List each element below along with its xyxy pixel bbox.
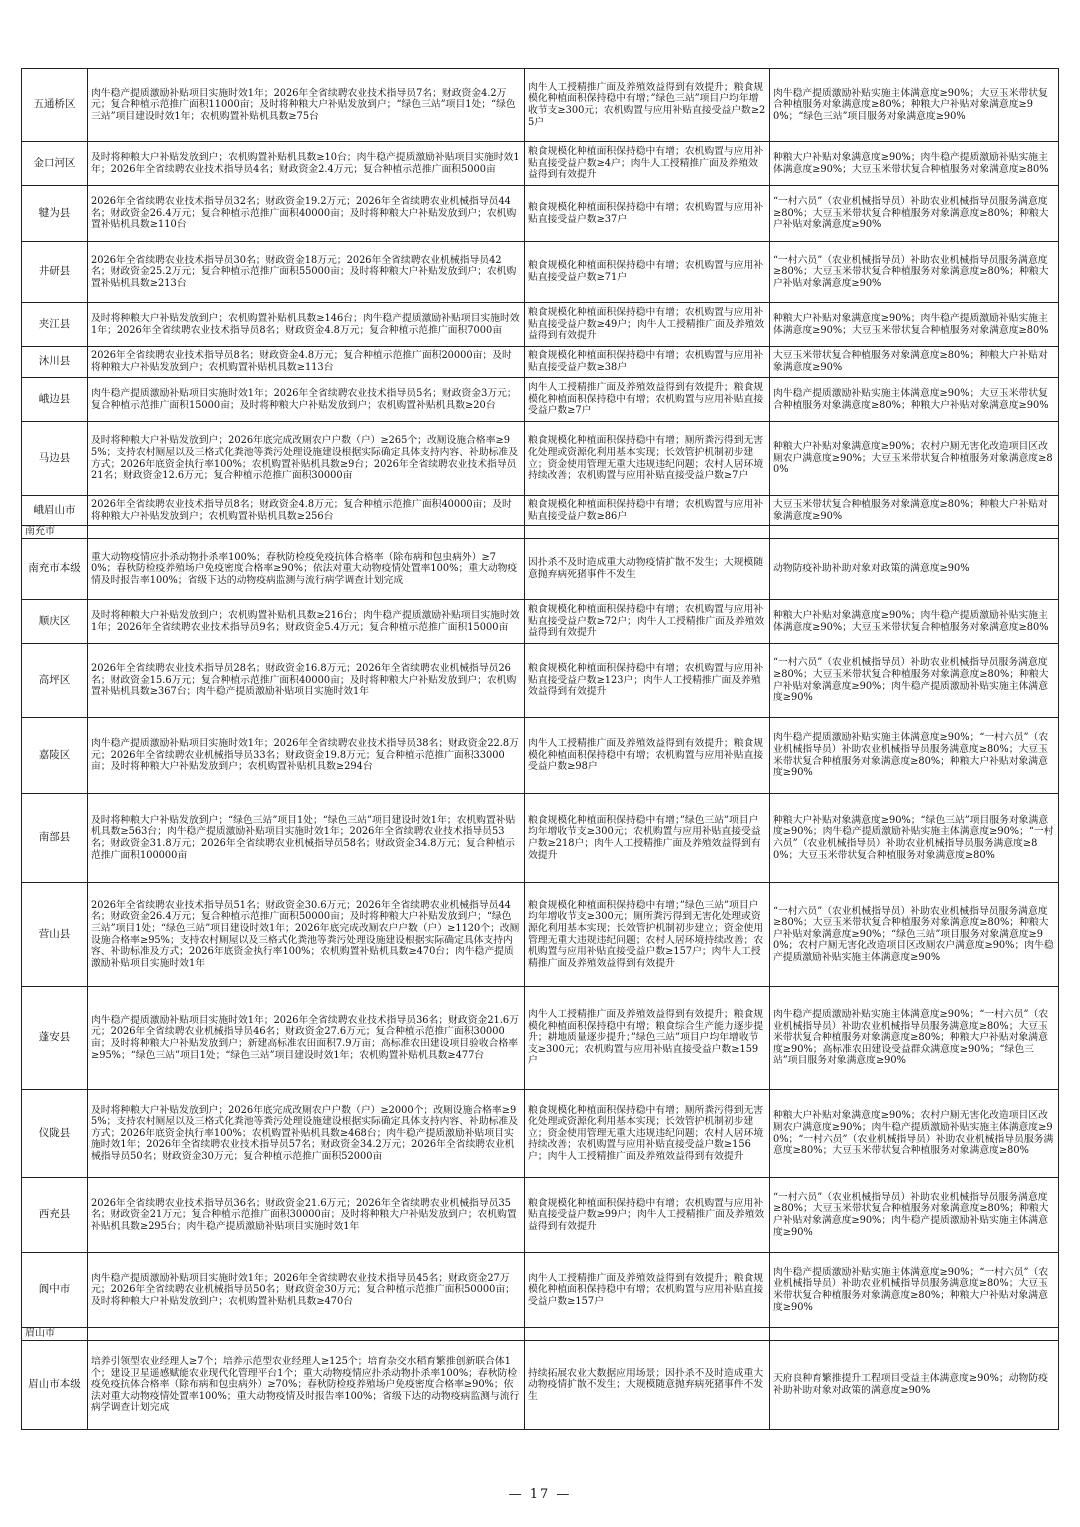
effect-indicator-cell: 粮食规模化种植面积保持稳中有增；农机购置与应用补贴直接受益户数≥123户；肉牛人工授精推广面及养殖效益得到有效提升 [525,644,770,718]
effect-indicator-cell: 粮食规模化种植面积保持稳中有增；农机购置与应用补贴直接受益户数≥38户 [525,347,770,378]
output-indicator-cell: 及时将种粮大户补贴发放到户；“绿色三站”项目1处；“绿色三站”项目建设时效1年；农机购置补贴机具数≥563台；肉牛稳产提质激励补贴项目实施时效1年；2026年全省续聘农业技术指导员53名；财政资金31.8万元；2026年全省续聘农业机械指导员58名；财政资金34.8万元；复合种植示范推广面积100000亩 [88,794,525,883]
satisfaction-indicator-cell: 肉牛稳产提质激励补贴实施主体满意度≥90%；大豆玉米带状复合种植服务对象满意度≥80%；种粮大户补贴对象满意度≥90% [770,378,1059,422]
section-empty-cell [88,1328,525,1341]
output-indicator-cell: 肉牛稳产提质激励补贴项目实施时效1年；2026年全省续聘农业技术指导员45名；财政资金27万元；2026年全省续聘农业机械指导员50名；财政资金30万元；复合种植示范推广面积50000亩；及时将种粮大户补贴发放到户；农机购置补贴机具数≥470台 [88,1253,525,1328]
effect-indicator-cell: 肉牛人工授精推广面及养殖效益得到有效提升；粮食规模化种植面积保持稳中有增；农机购置与应用补贴直接受益户数≥98户 [525,718,770,794]
output-indicator-cell: 2026年全省续聘农业技术指导员28名；财政资金16.8万元；2026年全省续聘农业机械指导员26名；财政资金15.6万元；复合种植示范推广面积40000亩；及时将种粮大户补贴发放到户；农机购置补贴机具数≥367台；肉牛稳产提质激励补贴项目实施时效1年 [88,644,525,718]
table-row [22,1178,1059,1253]
output-indicator-cell: 肉牛稳产提质激励补贴项目实施时效1年；2026年全省续聘农业技术指导员38名；财政资金22.8万元；2026年全省续聘农业机械指导员33名；财政资金19.8万元；复合种植示范推广面积33000亩；及时将种粮大户补贴发放到户；农机购置补贴机具数≥294台 [88,718,525,794]
output-indicator-cell: 及时将种粮大户补贴发放到户；2026年底完成改厕农户户数（户）≥2000个；改厕设施合格率≥95%；支持农村厕屋以及三格式化粪池等粪污处理设施建设根据实际确定具体支持内容、补助标准及方式；2026年底资金执行率100%；农机购置补贴机具数≥468台；肉牛稳产提质激励补贴项目实施时效1年；2026年全省续聘农业技术指导员57名；财政资金34.2万元；2026年全省续聘农业机械指导员50名；财政资金30万元；复合种植示范推广面积52000亩 [88,1090,525,1178]
region-name-cell: 沐川县 [22,347,88,378]
output-indicator-cell: 2026年全省续聘农业技术指导员51名；财政资金30.6万元；2026年全省续聘农业机械指导员44名；财政资金26.4万元；复合种植示范推广面积50000亩；及时将种粮大户补贴发放到户；“绿色三站”项目1处；“绿色三站”项目建设时效1年；2026年底完成改厕农户户数（户）≥1120个；改厕设施合格率≥95%；支持农村厕屋以及三格式化粪池等粪污处理设施建设根据实际确定具体支持内容、补助标准及方式；2026年底资金执行率100%；农机购置补贴机具数≥470台；肉牛稳产提质激励补贴项目实施时效1年 [88,883,525,987]
table-row [22,883,1059,987]
table-row [22,1253,1059,1328]
region-name-cell: 峨边县 [22,378,88,422]
indicator-table-body [22,69,1059,1430]
satisfaction-indicator-cell: 种粮大户补贴对象满意度≥90%；农村户厕无害化改造项目区改厕农户满意度≥90%；大豆玉米带状复合种植服务对象满意度≥80% [770,422,1059,496]
satisfaction-indicator-cell: 种粮大户补贴对象满意度≥90%；肉牛稳产提质激励补贴实施主体满意度≥90%；大豆玉米带状复合种植服务对象满意度≥80% [770,600,1059,644]
region-name-cell: 夹江县 [22,303,88,347]
satisfaction-indicator-cell: “一村六员”（农业机械指导员）补助农业机械指导员服务满意度≥80%；大豆玉米带状复合种植服务对象满意度≥80%；种粮大户补贴对象满意度≥90%；“绿色三站”项目服务对象满意度≥90%；农村户厕无害化改造项目区改厕农户满意度≥90%；肉牛稳产提质激励补贴实施主体满意度≥90% [770,883,1059,987]
region-name-cell: 井研县 [22,242,88,303]
effect-indicator-cell: 粮食规模化种植面积保持稳中有增；农机购置与应用补贴直接受益户数≥4户；肉牛人工授精推广面及养殖效益得到有效提升 [525,142,770,186]
table-row [22,142,1059,186]
region-name-cell: 峨眉山市 [22,496,88,526]
region-name-cell: 金口河区 [22,142,88,186]
page-number: — 17 — [508,1487,572,1502]
output-indicator-cell: 肉牛稳产提质激励补贴项目实施时效1年；2026年全省续聘农业技术指导员36名；财政资金21.6万元；2026年全省续聘农业机械指导员46名；财政资金27.6万元；复合种植示范推广面积30000亩；及时将种粮大户补贴发放到户；新建高标准农田面积7.9万亩；高标准农田建设项目验收合格率≥95%；“绿色三站”项目1处；“绿色三站”项目建设时效1年；农机购置补贴机具数≥477台 [88,987,525,1090]
output-indicator-cell: 培养引领型农业经理人≥7个；培养示范型农业经理人≥125个；培育杂交水稻育繁推创新联合体1个；建设卫星遥感赋能农业现代化管理平台1个；重大动物疫情应扑杀动物扑杀率100%；春秋防检疫免疫抗体合格率（除布病和包虫病外）≥70%；春秋防检疫养殖场户免疫密度合格率≥90%；依法对重大动物疫情处置率100%；重大动物疫情及时报告率100%；省级下达的动物疫病监测与流行病学调查计划完成 [88,1341,525,1430]
satisfaction-indicator-cell: “一村六员”（农业机械指导员）补助农业机械指导员服务满意度≥80%；大豆玉米带状复合种植服务对象满意度≥80%；种粮大户补贴对象满意度≥90% [770,186,1059,242]
effect-indicator-cell: 粮食规模化种植面积保持稳中有增；厕所粪污得到无害化处理或资源化利用基本实现；长效管护机制初步建立；资金使用管理无重大违规违纪问题；农村人居环境持续改善；农机购置与应用补贴直接受益户数≥7户 [525,422,770,496]
effect-indicator-cell: 粮食规模化种植面积保持稳中有增；农机购置与应用补贴直接受益户数≥72户；肉牛人工授精推广面及养殖效益得到有效提升 [525,600,770,644]
section-row [22,526,1059,539]
table-row [22,422,1059,496]
satisfaction-indicator-cell: 种粮大户补贴对象满意度≥90%；肉牛稳产提质激励补贴实施主体满意度≥90%；大豆玉米带状复合种植服务对象满意度≥80% [770,303,1059,347]
indicator-table [21,68,1059,1430]
effect-indicator-cell: 肉牛人工授精推广面及养殖效益得到有效提升；粮食规模化种植面积保持稳中有增；农机购置与应用补贴直接受益户数≥157户 [525,1253,770,1328]
region-name-cell: 五通桥区 [22,69,88,142]
satisfaction-indicator-cell: 种粮大户补贴对象满意度≥90%；肉牛稳产提质激励补贴实施主体满意度≥90%；大豆玉米带状复合种植服务对象满意度≥80% [770,142,1059,186]
section-name: 南充市 [22,526,88,539]
effect-indicator-cell: 粮食规模化种植面积保持稳中有增；农机购置与应用补贴直接受益户数≥37户 [525,186,770,242]
output-indicator-cell: 重大动物疫情应扑杀动物扑杀率100%；春秋防检疫免疫抗体合格率（除布病和包虫病外）≥70%；春秋防检疫养殖场户免疫密度合格率≥90%；依法对重大动物疫情处置率100%；重大动物疫情及时报告率100%；省级下达的动物疫病监测与流行病学调查计划完成 [88,539,525,600]
table-row [22,987,1059,1090]
output-indicator-cell: 肉牛稳产提质激励补贴项目实施时效1年；2026年全省续聘农业技术指导员7名；财政资金4.2万元；复合种植示范推广面积11000亩；及时将种粮大户补贴发放到户；“绿色三站”项目1处；“绿色三站”项目建设时效1年；农机购置补贴机具数≥75台 [88,69,525,142]
region-name-cell: 营山县 [22,883,88,987]
output-indicator-cell: 及时将种粮大户补贴发放到户；2026年底完成改厕农户户数（户）≥265个；改厕设施合格率≥95%；支持农村厕屋以及三格式化粪池等粪污处理设施建设根据实际确定具体支持内容、补助标准及方式；2026年底资金执行率100%；农机购置补贴机具数≥9台；2026年全省续聘农业技术指导员21名；财政资金12.6万元；复合种植示范推广面积30000亩 [88,422,525,496]
region-name-cell: 犍为县 [22,186,88,242]
effect-indicator-cell: 肉牛人工授精推广面及养殖效益得到有效提升；粮食规模化种植面积保持稳中有增；农机购置与应用补贴直接受益户数≥7户 [525,378,770,422]
effect-indicator-cell: 粮食规模化种植面积保持稳中有增；”绿色三站”项目户均年增收节支≥300元；农机购置与应用补贴直接受益户数≥218户；肉牛人工授精推广面及养殖效益得到有效提升 [525,794,770,883]
effect-indicator-cell: 粮食规模化种植面积保持稳中有增；农机购置与应用补贴直接受益户数≥49户；肉牛人工授精推广面及养殖效益得到有效提升 [525,303,770,347]
region-name-cell: 阆中市 [22,1253,88,1328]
region-name-cell: 高坪区 [22,644,88,718]
output-indicator-cell: 2026年全省续聘农业技术指导员30名；财政资金18万元；2026年全省续聘农业机械指导员42名；财政资金25.2万元；复合种植示范推广面积55000亩；及时将种粮大户补贴发放到户；农机购置补贴机具数≥213台 [88,242,525,303]
region-name-cell: 嘉陵区 [22,718,88,794]
output-indicator-cell: 2026年全省续聘农业技术指导员32名；财政资金19.2万元；2026年全省续聘农业机械指导员44名；财政资金26.4万元；复合种植示范推广面积40000亩；及时将种粮大户补贴发放到户；农机购置补贴机具数≥110台 [88,186,525,242]
satisfaction-indicator-cell: 大豆玉米带状复合种植服务对象满意度≥80%；种粮大户补贴对象满意度≥90% [770,347,1059,378]
region-name-cell: 蓬安县 [22,987,88,1090]
output-indicator-cell: 及时将种粮大户补贴发放到户；农机购置补贴机具数≥146台；肉牛稳产提质激励补贴项目实施时效1年；2026年全省续聘农业技术指导员8名；财政资金4.8万元；复合种植示范推广面积7000亩 [88,303,525,347]
section-empty-cell [525,526,770,539]
satisfaction-indicator-cell: 种粮大户补贴对象满意度≥90%；农村户厕无害化改造项目区改厕农户满意度≥90%；肉牛稳产提质激励补贴实施主体满意度≥90%；“一村六员”（农业机械指导员）补助农业机械指导员服务满意度≥80%；大豆玉米带状复合种植服务对象满意度≥80% [770,1090,1059,1178]
satisfaction-indicator-cell: 肉牛稳产提质激励补贴实施主体满意度≥90%；“一村六员”（农业机械指导员）补助农业机械指导员服务满意度≥80%；大豆玉米带状复合种植服务对象满意度≥80%；种粮大户补贴对象满意度≥90% [770,1253,1059,1328]
table-row [22,242,1059,303]
output-indicator-cell: 肉牛稳产提质激励补贴项目实施时效1年；2026年全省续聘农业技术指导员5名；财政资金3万元；复合种植示范推广面积15000亩；及时将种粮大户补贴发放到户；农机购置补贴机具数≥20台 [88,378,525,422]
satisfaction-indicator-cell: “一村六员”（农业机械指导员）补助农业机械指导员服务满意度≥80%；大豆玉米带状复合种植服务对象满意度≥80%；种粮大户补贴对象满意度≥90%；肉牛稳产提质激励补贴实施主体满意度≥90% [770,644,1059,718]
effect-indicator-cell: 持续拓展农业大数据应用场景；因扑杀不及时造成重大动物疫情扩散不发生；大规模随意抛弃病死猪事件不发生 [525,1341,770,1430]
satisfaction-indicator-cell: 天府良种育繁推提升工程项目受益主体满意度≥90%；动物防疫补助补助对象对政策的满意度≥90% [770,1341,1059,1430]
table-row [22,1341,1059,1430]
output-indicator-cell: 2026年全省续聘农业技术指导员8名；财政资金4.8万元；复合种植示范推广面积20000亩；及时将种粮大户补贴发放到户；农机购置补贴机具数≥113台 [88,347,525,378]
effect-indicator-cell: 粮食规模化种植面积保持稳中有增；农机购置与应用补贴直接受益户数≥71户 [525,242,770,303]
table-row [22,69,1059,142]
region-name-cell: 仪陇县 [22,1090,88,1178]
table-row [22,1090,1059,1178]
region-name-cell: 马边县 [22,422,88,496]
satisfaction-indicator-cell: 动物防疫补助补助对象对政策的满意度≥90% [770,539,1059,600]
effect-indicator-cell: 肉牛人工授精推广面及养殖效益得到有效提升；粮食规模化种植面积保持稳中有增；”绿色三站”项目户均年增收节支≥300元；农机购置与应用补贴直接受益户数≥25户 [525,69,770,142]
section-empty-cell [770,526,1059,539]
effect-indicator-cell: 粮食规模化种植面积保持稳中有增；农机购置与应用补贴直接受益户数≥99户；肉牛人工授精推广面及养殖效益得到有效提升 [525,1178,770,1253]
output-indicator-cell: 2026年全省续聘农业技术指导员36名；财政资金21.6万元；2026年全省续聘农业机械指导员35名；财政资金21万元；复合种植示范推广面积30000亩；及时将种粮大户补贴发放到户；农机购置补贴机具数≥295台；肉牛稳产提质激励补贴项目实施时效1年 [88,1178,525,1253]
table-row [22,718,1059,794]
satisfaction-indicator-cell: “一村六员”（农业机械指导员）补助农业机械指导员服务满意度≥80%；大豆玉米带状复合种植服务对象满意度≥80%；种粮大户补贴对象满意度≥90% [770,242,1059,303]
satisfaction-indicator-cell: 肉牛稳产提质激励补贴实施主体满意度≥90%；“一村六员”（农业机械指导员）补助农业机械指导员服务满意度≥80%；大豆玉米带状复合种植服务对象满意度≥80%；种粮大户补贴对象满意度≥90% [770,718,1059,794]
effect-indicator-cell: 因扑杀不及时造成重大动物疫情扩散不发生；大规模随意抛弃病死猪事件不发生 [525,539,770,600]
output-indicator-cell: 2026年全省续聘农业技术指导员8名；财政资金4.8万元；复合种植示范推广面积40000亩；及时将种粮大户补贴发放到户；农机购置补贴机具数≥256台 [88,496,525,526]
section-empty-cell [525,1328,770,1341]
satisfaction-indicator-cell: 种粮大户补贴对象满意度≥90%；“绿色三站”项目服务对象满意度≥90%；肉牛稳产提质激励补贴实施主体满意度≥90%；“一村六员”（农业机械指导员）补助农业机械指导员服务满意度≥80%；大豆玉米带状复合种植服务对象满意度≥80% [770,794,1059,883]
satisfaction-indicator-cell: 大豆玉米带状复合种植服务对象满意度≥80%；种粮大户补贴对象满意度≥90% [770,496,1059,526]
effect-indicator-cell: 粮食规模化种植面积保持稳中有增；农机购置与应用补贴直接受益户数≥86户 [525,496,770,526]
region-name-cell: 顺庆区 [22,600,88,644]
output-indicator-cell: 及时将种粮大户补贴发放到户；农机购置补贴机具数≥10台；肉牛稳产提质激励补贴项目实施时效1年；2026年全省续聘农业技术指导员4名；财政资金2.4万元；复合种植示范推广面积5000亩 [88,142,525,186]
table-row [22,539,1059,600]
table-row [22,644,1059,718]
satisfaction-indicator-cell: 肉牛稳产提质激励补贴实施主体满意度≥90%；“一村六员”（农业机械指导员）补助农业机械指导员服务满意度≥80%；大豆玉米带状复合种植服务对象满意度≥80%；种粮大户补贴对象满意度≥90%；高标准农田建设受益群众满意度≥90%；“绿色三站”项目服务对象满意度≥90% [770,987,1059,1090]
effect-indicator-cell: 粮食规模化种植面积保持稳中有增；”绿色三站”项目户均年增收节支≥300元；厕所粪污得到无害化处理或资源化利用基本实现；长效管护机制初步建立；资金使用管理无重大违规违纪问题；农村人居环境持续改善；农机购置与应用补贴直接受益户数≥157户；肉牛人工授精推广面及养殖效益得到有效提升 [525,883,770,987]
table-row [22,600,1059,644]
table-row [22,794,1059,883]
table-row [22,378,1059,422]
section-empty-cell [770,1328,1059,1341]
section-row [22,1328,1059,1341]
section-empty-cell [88,526,525,539]
region-name-cell: 南部县 [22,794,88,883]
output-indicator-cell: 及时将种粮大户补贴发放到户；农机购置补贴机具数≥216台；肉牛稳产提质激励补贴项目实施时效1年；2026年全省续聘农业技术指导员9名；财政资金5.4万元；复合种植示范推广面积15000亩 [88,600,525,644]
effect-indicator-cell: 肉牛人工授精推广面及养殖效益得到有效提升；粮食规模化种植面积保持稳中有增；粮食综合生产能力逐步提升；耕地质量逐步提升；”绿色三站”项目户均年增收节支≥300元；农机购置与应用补贴直接受益户数≥159户 [525,987,770,1090]
region-name-cell: 眉山市本级 [22,1341,88,1430]
satisfaction-indicator-cell: 肉牛稳产提质激励补贴实施主体满意度≥90%；大豆玉米带状复合种植服务对象满意度≥80%；种粮大户补贴对象满意度≥90%；“绿色三站”项目服务对象满意度≥90% [770,69,1059,142]
table-row [22,496,1059,526]
effect-indicator-cell: 粮食规模化种植面积保持稳中有增；厕所粪污得到无害化处理或资源化利用基本实现；长效管护机制初步建立；资金使用管理无重大违规违纪问题；农村人居环境持续改善；农机购置与应用补贴直接受益户数≥156户；肉牛人工授精推广面及养殖效益得到有效提升 [525,1090,770,1178]
section-name: 眉山市 [22,1328,88,1341]
table-row [22,347,1059,378]
region-name-cell: 南充市本级 [22,539,88,600]
table-row [22,303,1059,347]
region-name-cell: 西充县 [22,1178,88,1253]
satisfaction-indicator-cell: “一村六员”（农业机械指导员）补助农业机械指导员服务满意度≥80%；大豆玉米带状复合种植服务对象满意度≥80%；种粮大户补贴对象满意度≥90%；肉牛稳产提质激励补贴实施主体满意度≥90% [770,1178,1059,1253]
table-row [22,186,1059,242]
